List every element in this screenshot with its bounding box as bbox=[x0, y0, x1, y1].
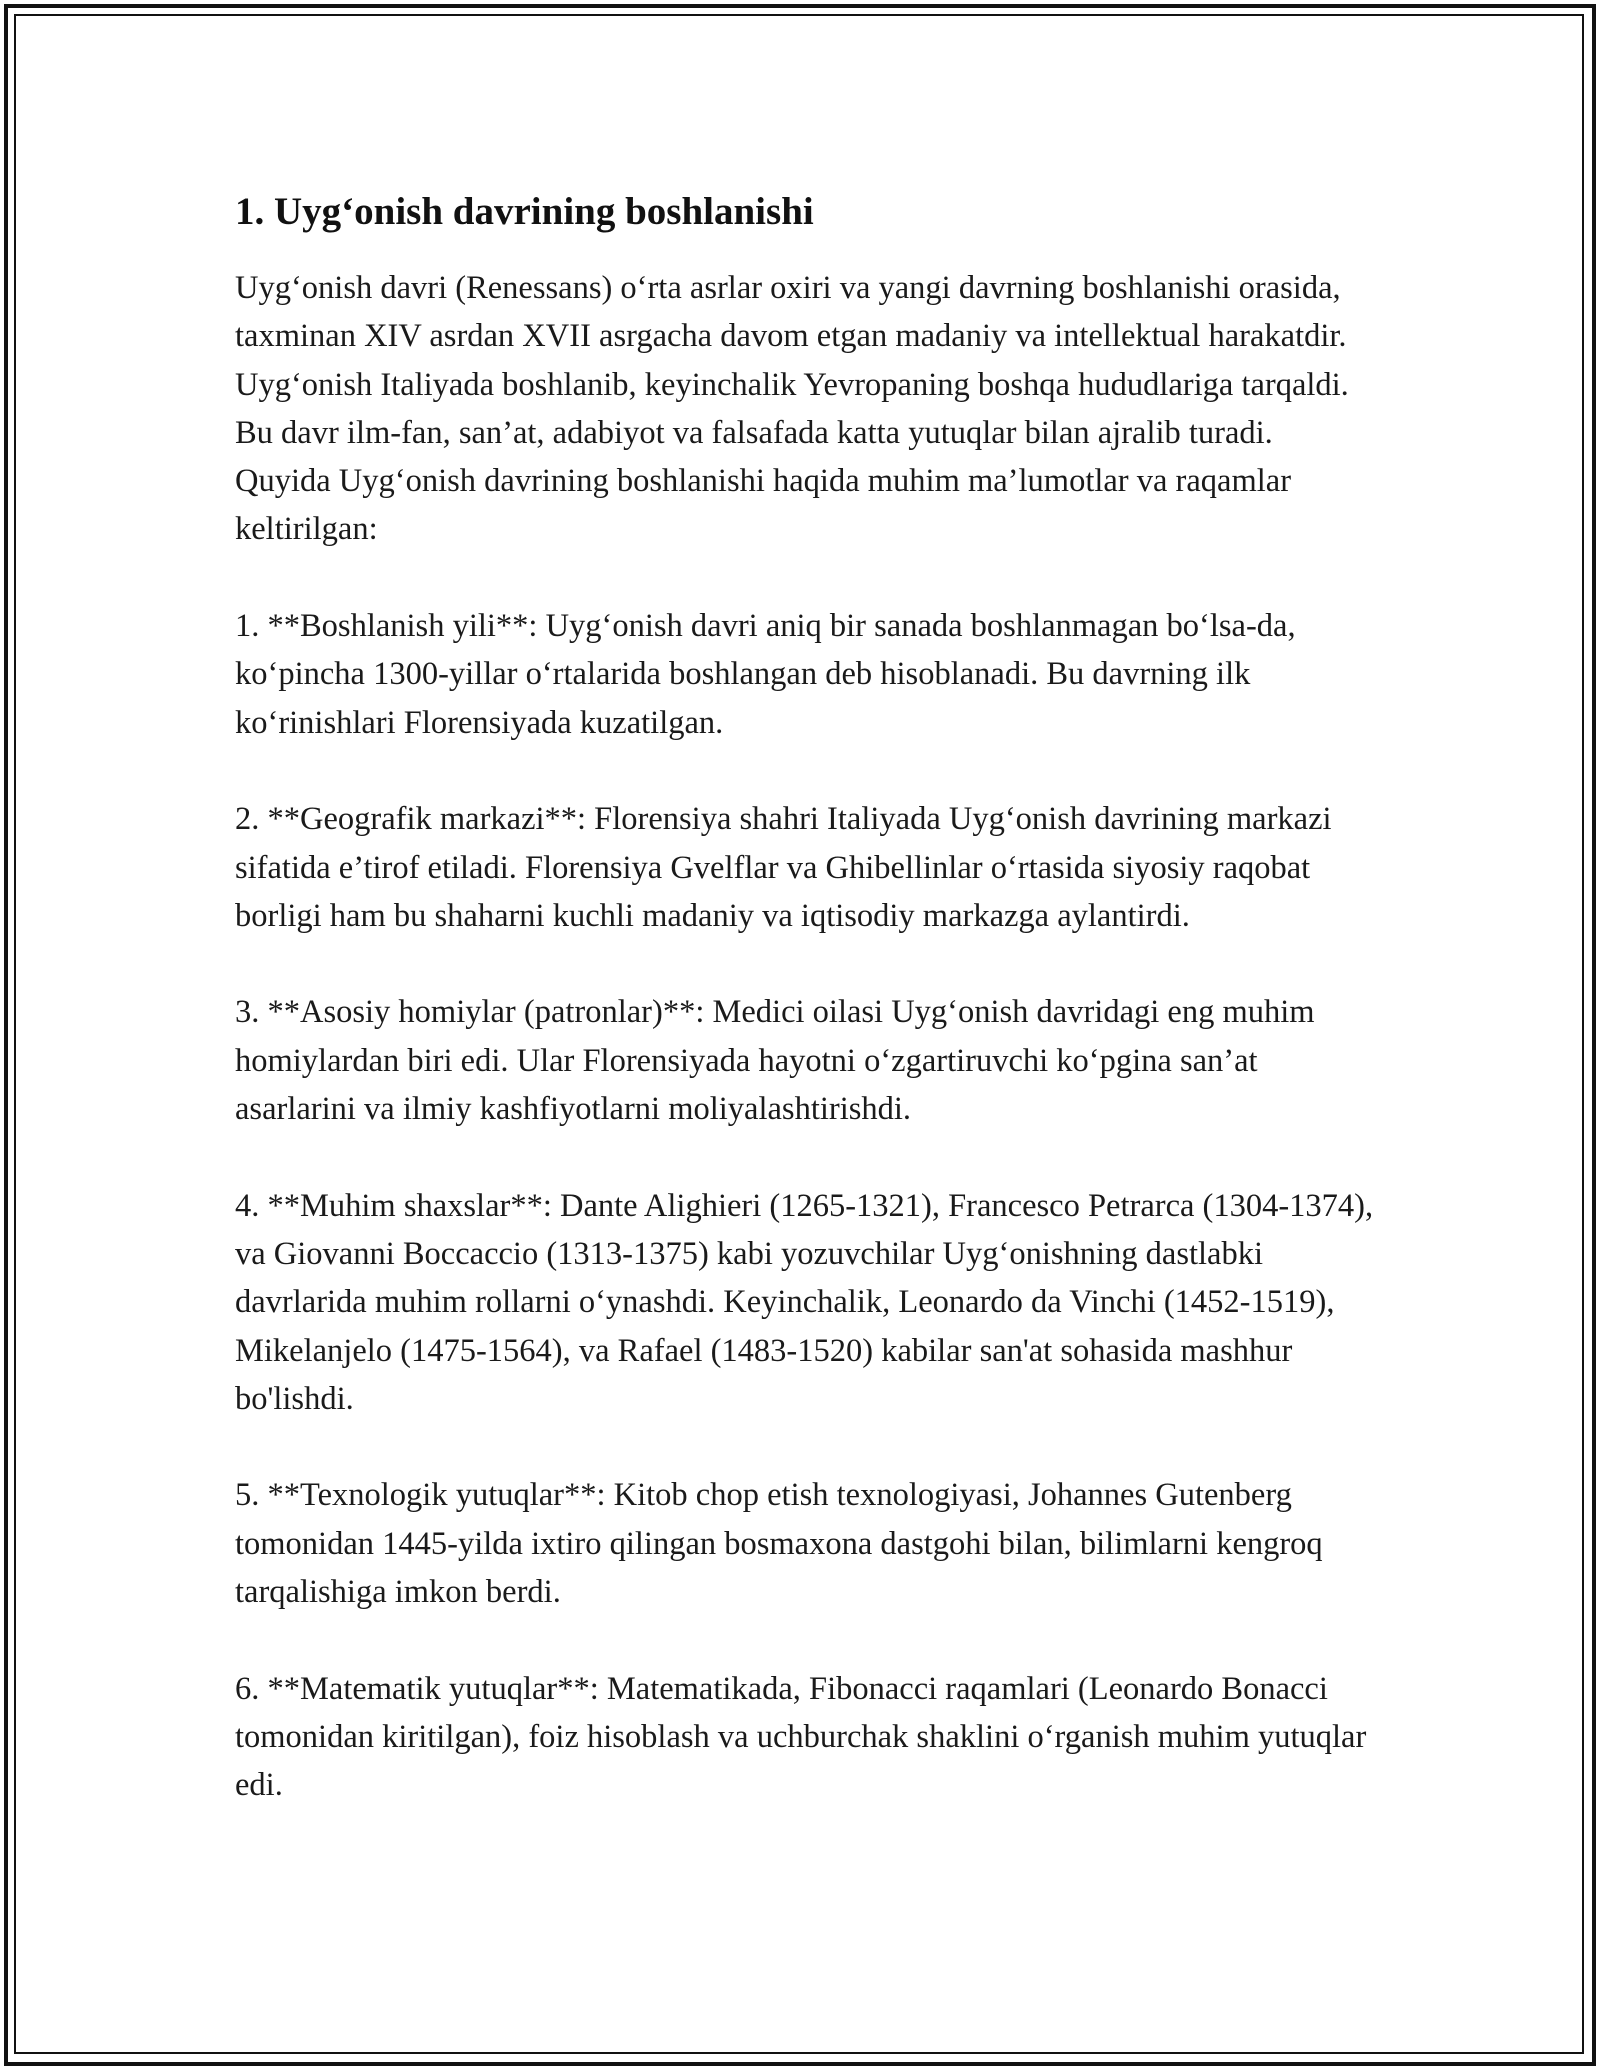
document-body bbox=[235, 186, 1375, 1858]
section-heading: 1. Uyg‘onish davrining boshlanishi bbox=[235, 190, 814, 233]
list-item-geographic-center: 2. **Geografik markazi**: Florensiya shahri Italiyada Uyg‘onish davrining markazi sifatida e’tirof etiladi. Florensiya Gvelflar va Ghibellinlar o‘rtasida siyosiy raqobat borligi ham bu shaharni kuchli madaniy va iqtisodiy markazga aylantirdi. bbox=[235, 801, 1332, 934]
intro-paragraph: Uyg‘onish davri (Renessans) o‘rta asrlar oxiri va yangi davrning boshlanishi orasida, taxminan XIV asrdan XVII asrgacha davom etgan madaniy va intellektual harakatdir. Uyg‘onish Italiyada boshlanib, keyinchalik Yevropaning boshqa hududlariga tarqaldi. Bu davr ilm-fan, san’at, adabiyot va falsafada katta yutuqlar bilan ajralib turadi. Quyida Uyg‘onish davrining boshlanishi haqida muhim ma’lumotlar va raqamlar keltirilgan: bbox=[235, 270, 1349, 548]
list-item-patrons: 3. **Asosiy homiylar (patronlar)**: Medici oilasi Uyg‘onish davridagi eng muhim homiylardan biri edi. Ular Florensiyada hayotni o‘zgartiruvchi ko‘pgina san’at asarlarini va ilmiy kashfiyotlarni moliyalashtirishdi. bbox=[235, 994, 1315, 1128]
list-item-key-figures: 4. **Muhim shaxslar**: Dante Alighieri (1265-1321), Francesco Petrarca (1304-1374), va Giovanni Boccaccio (1313-1375) kabi yozuvchilar Uyg‘onishning dastlabki davrlarida muhim rollarni o‘ynashdi. Keyinchalik, Leonardo da Vinchi (1452-1519), Mikelanjelo (1475-1564), va Rafael (1483-1520) kabilar san'at sohasida mashhur bo'lishdi. bbox=[235, 1187, 1374, 1417]
list-item-technology: 5. **Texnologik yutuqlar**: Kitob chop etish texnologiyasi, Johannes Gutenberg tomonidan 1445-yilda ixtiro qilingan bosmaxona dastgohi bilan, bilimlarni kengroq tarqalishiga imkon berdi. bbox=[235, 1477, 1323, 1611]
list-item-mathematics: 6. **Matematik yutuqlar**: Matematikada, Fibonacci raqamlari (Leonardo Bonacci tomonidan kiritilgan), foiz hisoblash va uchburchak shaklini o‘rganish muhim yutuqlar edi. bbox=[235, 1670, 1367, 1804]
list-item-start-year: 1. **Boshlanish yili**: Uyg‘onish davri aniq bir sanada boshlanmagan bo‘lsa-da, ko‘pincha 1300-yillar o‘rtalarida boshlangan deb hisoblanadi. Bu davrning ilk ko‘rinishlari Florensiyada kuzatilgan. bbox=[235, 608, 1296, 741]
